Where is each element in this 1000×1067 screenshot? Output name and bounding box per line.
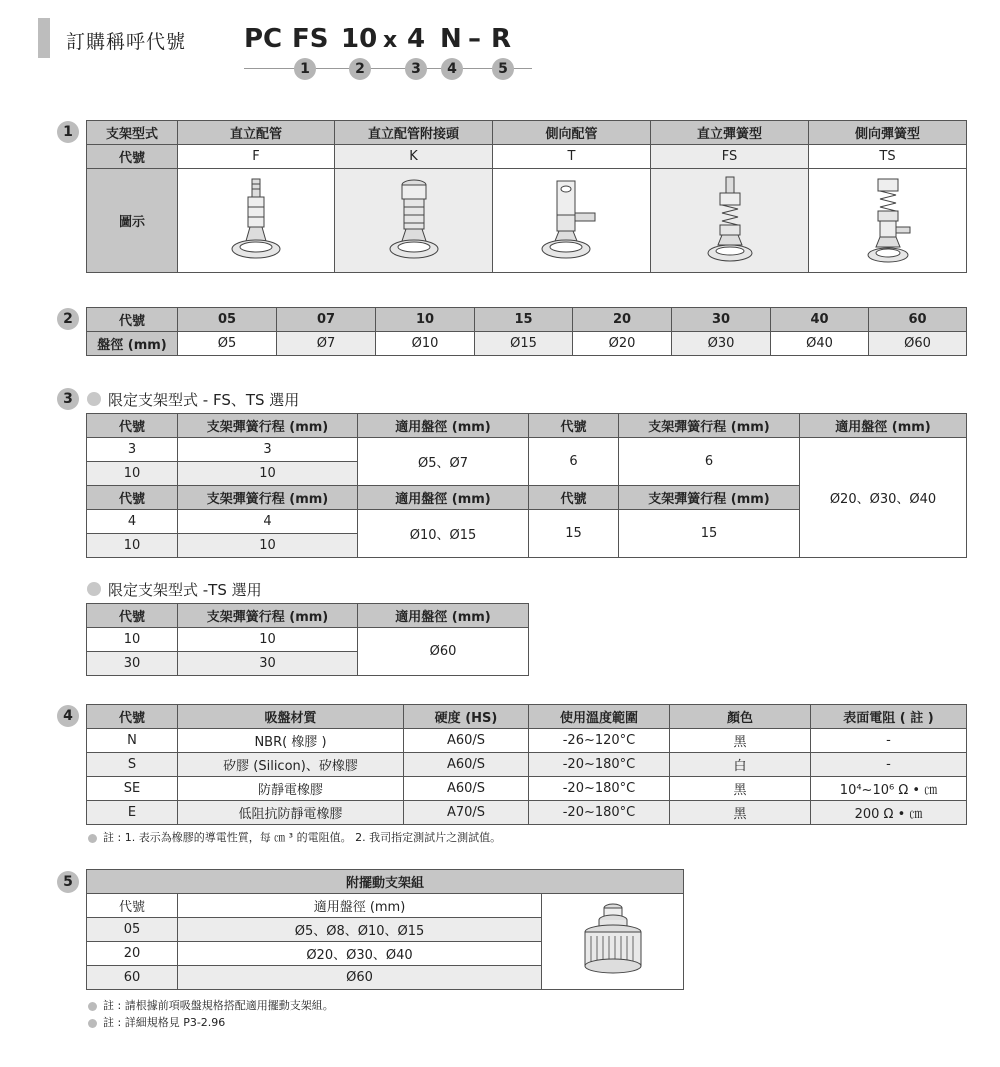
s4-r3-material: 低阻抗防靜電橡膠 (178, 801, 404, 825)
s4-r1-code: S (87, 753, 178, 777)
s1-illustration-fs (651, 169, 809, 273)
s4-r0-temp: -26~120°C (529, 729, 670, 753)
s4-h-color: 顏色 (670, 705, 811, 729)
s3ts-dia: Ø60 (358, 628, 529, 676)
vacuum-pad-k-illustration (384, 175, 444, 267)
vacuum-pad-ts-illustration (858, 175, 918, 267)
code-part-r: R (491, 24, 512, 54)
s2-code-07: 07 (277, 308, 376, 332)
note-bullet-icon (88, 834, 97, 843)
s2-dia-15: Ø15 (475, 332, 573, 356)
code-marker-5: 5 (492, 58, 514, 80)
s3-a-code-1: 10 (87, 462, 178, 486)
s2-row-label-diameter: 盤徑 (mm) (87, 332, 178, 356)
code-part-size: 10 (341, 24, 378, 54)
s5-r1-dia: Ø20、Ø30、Ø40 (178, 942, 542, 966)
s4-r1-color: 白 (670, 753, 811, 777)
code-part-stroke: 4 (407, 24, 426, 54)
vacuum-pad-f-illustration (226, 175, 286, 267)
s3-a-code-0: 3 (87, 438, 178, 462)
section-3b-title: 限定支架型式 -TS 選用 (108, 581, 262, 599)
s2-dia-07: Ø7 (277, 332, 376, 356)
table-row (87, 801, 967, 825)
s2-code-40: 40 (771, 308, 869, 332)
s2-code-30: 30 (672, 308, 771, 332)
s4-r1-resistance: - (811, 753, 967, 777)
s4-r0-color: 黑 (670, 729, 811, 753)
s4-r0-hardness: A60/S (404, 729, 529, 753)
s2-code-10: 10 (376, 308, 475, 332)
s3-a-dia: Ø5、Ø7 (358, 438, 529, 486)
vacuum-pad-t-illustration (537, 175, 607, 267)
s3-h-code-3: 代號 (87, 486, 178, 510)
s3-b-dia: Ø10、Ø15 (358, 510, 529, 558)
s4-r2-resistance: 10⁴~10⁶ Ω • ㎝ (811, 777, 967, 801)
section-3b-ts-table (86, 603, 529, 676)
s4-r3-code: E (87, 801, 178, 825)
s3ts-stroke-1: 30 (178, 652, 358, 676)
s1-code-f: F (178, 145, 335, 169)
s3ts-code-1: 30 (87, 652, 178, 676)
s3ts-h-code: 代號 (87, 604, 178, 628)
s3-h-stroke-3: 支架彈簧行程 (mm) (178, 486, 358, 510)
s4-h-code: 代號 (87, 705, 178, 729)
note-bullet-icon (88, 1019, 97, 1028)
s4-r2-material: 防靜電橡膠 (178, 777, 404, 801)
s3-h-dia-3: 適用盤徑 (mm) (358, 486, 529, 510)
s2-dia-60: Ø60 (869, 332, 967, 356)
s1-type-f: 直立配管 (178, 121, 335, 145)
s1-row-label-illustration: 圖示 (87, 169, 178, 273)
s3-d-code: 15 (529, 510, 619, 558)
section-4-note (88, 829, 501, 845)
s5-r1-code: 20 (87, 942, 178, 966)
s5-h-dia: 適用盤徑 (mm) (178, 894, 542, 918)
code-marker-1: 1 (294, 58, 316, 80)
s3-h-dia-2: 適用盤徑 (mm) (800, 414, 967, 438)
s1-type-fs: 直立彈簧型 (651, 121, 809, 145)
note-bullet-icon (88, 1002, 97, 1011)
s1-code-fs: FS (651, 145, 809, 169)
section-4-number: 4 (57, 705, 79, 727)
s4-r2-hardness: A60/S (404, 777, 529, 801)
s5-h-code: 代號 (87, 894, 178, 918)
s3ts-stroke-0: 10 (178, 628, 358, 652)
s4-r2-color: 黑 (670, 777, 811, 801)
section-1-number: 1 (57, 121, 79, 143)
s3-h-stroke-4: 支架彈簧行程 (mm) (619, 486, 800, 510)
s2-dia-05: Ø5 (178, 332, 277, 356)
s3-d-stroke: 15 (619, 510, 800, 558)
s1-code-t: T (493, 145, 651, 169)
s3-h-stroke-1: 支架彈簧行程 (mm) (178, 414, 358, 438)
table-row (87, 729, 967, 753)
vacuum-pad-fs-illustration (700, 175, 760, 267)
section-1-bracket-table (86, 120, 967, 273)
s3-b-stroke-1: 10 (178, 534, 358, 558)
section-4-note-text: 註 : 1. 表示為橡膠的導電性質，每 ㎝ ³ 的電阻值。 2. 我司指定測試片之測試值。 (103, 831, 502, 844)
code-underline (244, 68, 532, 69)
section-2-number: 2 (57, 308, 79, 330)
section-3a-bullet-icon (87, 392, 101, 406)
s5-r2-dia: Ø60 (178, 966, 542, 990)
section-3a-stroke-table (86, 413, 967, 558)
s4-r1-temp: -20~180°C (529, 753, 670, 777)
s4-r1-hardness: A60/S (404, 753, 529, 777)
code-part-x: x (383, 28, 398, 53)
s2-row-label-code: 代號 (87, 308, 178, 332)
s4-h-material: 吸盤材質 (178, 705, 404, 729)
section-3b-bullet-icon (87, 582, 101, 596)
s3-h-code-4: 代號 (529, 486, 619, 510)
s4-r3-temp: -20~180°C (529, 801, 670, 825)
s4-h-resistance: 表面電阻 ( 註 ) (811, 705, 967, 729)
s4-r2-temp: -20~180°C (529, 777, 670, 801)
s4-h-hardness: 硬度 (HS) (404, 705, 529, 729)
section-5-note-1 (88, 997, 334, 1013)
code-part-fs: FS (292, 24, 329, 54)
s3-a-stroke-1: 10 (178, 462, 358, 486)
s2-dia-10: Ø10 (376, 332, 475, 356)
table-row (87, 753, 967, 777)
s1-type-t: 側向配管 (493, 121, 651, 145)
s5-r0-dia: Ø5、Ø8、Ø10、Ø15 (178, 918, 542, 942)
s1-code-k: K (335, 145, 493, 169)
s3-b-stroke-0: 4 (178, 510, 358, 534)
s2-code-20: 20 (573, 308, 672, 332)
s2-code-15: 15 (475, 308, 573, 332)
section-3a-title: 限定支架型式 - FS、TS 選用 (108, 391, 300, 409)
s4-r1-material: 矽膠 (Silicon)、矽橡膠 (178, 753, 404, 777)
s4-r0-material: NBR( 橡膠 ) (178, 729, 404, 753)
s1-illustration-f (178, 169, 335, 273)
code-marker-2: 2 (349, 58, 371, 80)
section-5-note-2 (88, 1014, 225, 1030)
s4-r3-color: 黑 (670, 801, 811, 825)
s3ts-h-dia: 適用盤徑 (mm) (358, 604, 529, 628)
s3ts-code-0: 10 (87, 628, 178, 652)
section-5-swivel-table (86, 869, 684, 990)
code-marker-4: 4 (441, 58, 463, 80)
s3-h-code-2: 代號 (529, 414, 619, 438)
s5-r2-code: 60 (87, 966, 178, 990)
s4-r0-resistance: - (811, 729, 967, 753)
s3-h-dia-1: 適用盤徑 (mm) (358, 414, 529, 438)
swivel-bracket-illustration (573, 898, 653, 986)
s3-c-code: 6 (529, 438, 619, 486)
s2-dia-30: Ø30 (672, 332, 771, 356)
s3-c-stroke: 6 (619, 438, 800, 486)
s5-r0-code: 05 (87, 918, 178, 942)
code-part-dash: – (468, 24, 481, 54)
s2-dia-40: Ø40 (771, 332, 869, 356)
section-2-diameter-table (86, 307, 967, 356)
page-title: 訂購稱呼代號 (66, 31, 187, 53)
s3-b-code-0: 4 (87, 510, 178, 534)
s3-b-code-1: 10 (87, 534, 178, 558)
s2-dia-20: Ø20 (573, 332, 672, 356)
s1-illustration-ts (809, 169, 967, 273)
code-part-material: N (440, 24, 462, 54)
s5-title: 附擺動支架組 (87, 870, 684, 894)
section-5-number: 5 (57, 871, 79, 893)
s5-illustration (542, 894, 684, 990)
s2-code-05: 05 (178, 308, 277, 332)
s3-h-code-1: 代號 (87, 414, 178, 438)
s1-illustration-k (335, 169, 493, 273)
s1-row-label-code: 代號 (87, 145, 178, 169)
s2-code-60: 60 (869, 308, 967, 332)
s4-r3-hardness: A70/S (404, 801, 529, 825)
header-accent-bar (38, 18, 50, 58)
code-marker-3: 3 (405, 58, 427, 80)
section-4-material-table (86, 704, 967, 825)
s4-r2-code: SE (87, 777, 178, 801)
s3-h-stroke-2: 支架彈簧行程 (mm) (619, 414, 800, 438)
s1-type-ts: 側向彈簧型 (809, 121, 967, 145)
s1-illustration-t (493, 169, 651, 273)
s4-r0-code: N (87, 729, 178, 753)
s4-r3-resistance: 200 Ω • ㎝ (811, 801, 967, 825)
s3-a-stroke-0: 3 (178, 438, 358, 462)
s4-h-temperature: 使用溫度範圍 (529, 705, 670, 729)
s1-row-label-type: 支架型式 (87, 121, 178, 145)
s3-cd-dia: Ø20、Ø30、Ø40 (800, 438, 967, 558)
section-3-number: 3 (57, 388, 79, 410)
section-5-note-2-text: 註 : 詳細規格見 P3-2.96 (103, 1016, 226, 1029)
s1-code-ts: TS (809, 145, 967, 169)
s1-type-k: 直立配管附接頭 (335, 121, 493, 145)
s3ts-h-stroke: 支架彈簧行程 (mm) (178, 604, 358, 628)
code-part-pc: PC (244, 24, 283, 54)
table-row (87, 777, 967, 801)
section-5-note-1-text: 註 : 請根據前項吸盤規格搭配適用擺動支架組。 (103, 999, 334, 1012)
